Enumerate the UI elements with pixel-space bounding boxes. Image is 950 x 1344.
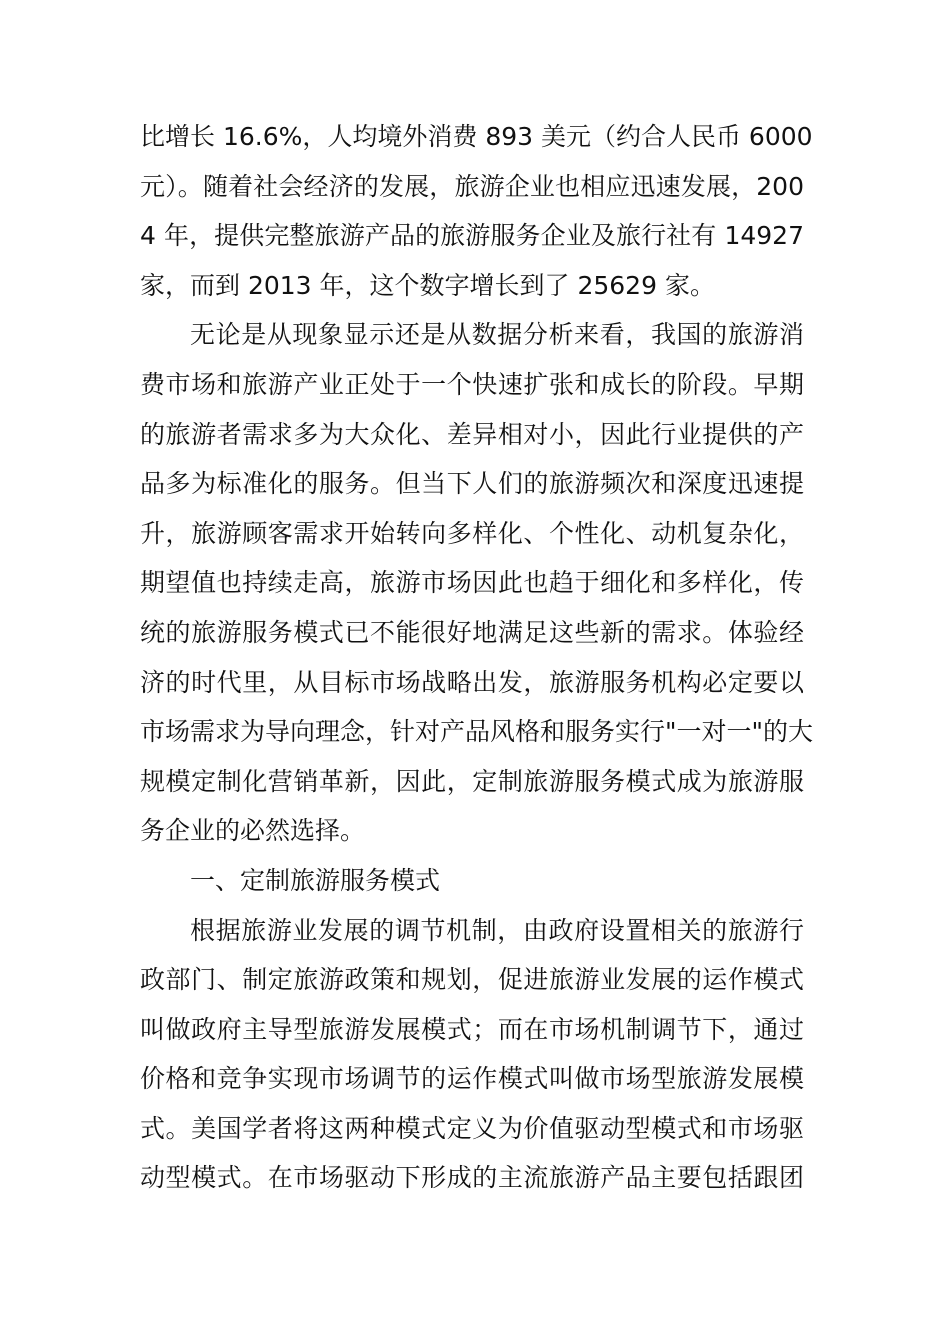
text-line: 升，旅游顾客需求开始转向多样化、个性化、动机复杂化， — [140, 518, 804, 548]
text-line: 费市场和旅游产业正处于一个快速扩张和成长的阶段。早期 — [140, 369, 804, 399]
text-line: 式。美国学者将这两种模式定义为价值驱动型模式和市场驱 — [140, 1113, 804, 1143]
text-line: 品多为标准化的服务。但当下人们的旅游频次和深度迅速提 — [140, 469, 804, 499]
text-line: 4 年，提供完整旅游产品的旅游服务企业及旅行社有 14927 — [140, 221, 804, 251]
text-line: 家，而到 2013 年，这个数字增长到了 25629 家。 — [140, 270, 715, 300]
text-line: 务企业的必然选择。 — [140, 816, 366, 846]
paragraph — [140, 856, 804, 906]
text-line: 价格和竞争实现市场调节的运作模式叫做市场型旅游发展模 — [140, 1064, 804, 1094]
text-line: 无论是从现象显示还是从数据分析来看，我国的旅游消 — [190, 320, 804, 350]
text-line: 叫做政府主导型旅游发展模式；而在市场机制调节下，通过 — [140, 1014, 804, 1044]
paragraph — [140, 310, 814, 856]
text-line: 政部门、制定旅游政策和规划，促进旅游业发展的运作模式 — [140, 965, 804, 995]
text-line: 元）。随着社会经济的发展，旅游企业也相应迅速发展，200 — [140, 171, 804, 201]
text-line: 规模定制化营销革新，因此，定制旅游服务模式成为旅游服 — [140, 766, 804, 796]
paragraph — [140, 112, 813, 310]
text-line: 根据旅游业发展的调节机制，由政府设置相关的旅游行 — [190, 915, 804, 945]
text-line: 市场需求为导向理念，针对产品风格和服务实行"一对一"的大 — [140, 717, 814, 747]
text-line: 的旅游者需求多为大众化、差异相对小，因此行业提供的产 — [140, 419, 804, 449]
text-line: 济的时代里，从目标市场战略出发，旅游服务机构必定要以 — [140, 667, 804, 697]
text-line: 期望值也持续走高，旅游市场因此也趋于细化和多样化，传 — [140, 568, 804, 598]
text-line: 比增长 16.6%，人均境外消费 893 美元（约合人民币 6000 — [140, 122, 813, 151]
text-line: 一、定制旅游服务模式 — [190, 865, 441, 895]
document-body — [140, 112, 814, 1203]
paragraph — [140, 906, 804, 1204]
text-line: 统的旅游服务模式已不能很好地满足这些新的需求。体验经 — [140, 617, 804, 647]
text-line: 动型模式。在市场驱动下形成的主流旅游产品主要包括跟团 — [140, 1163, 804, 1193]
